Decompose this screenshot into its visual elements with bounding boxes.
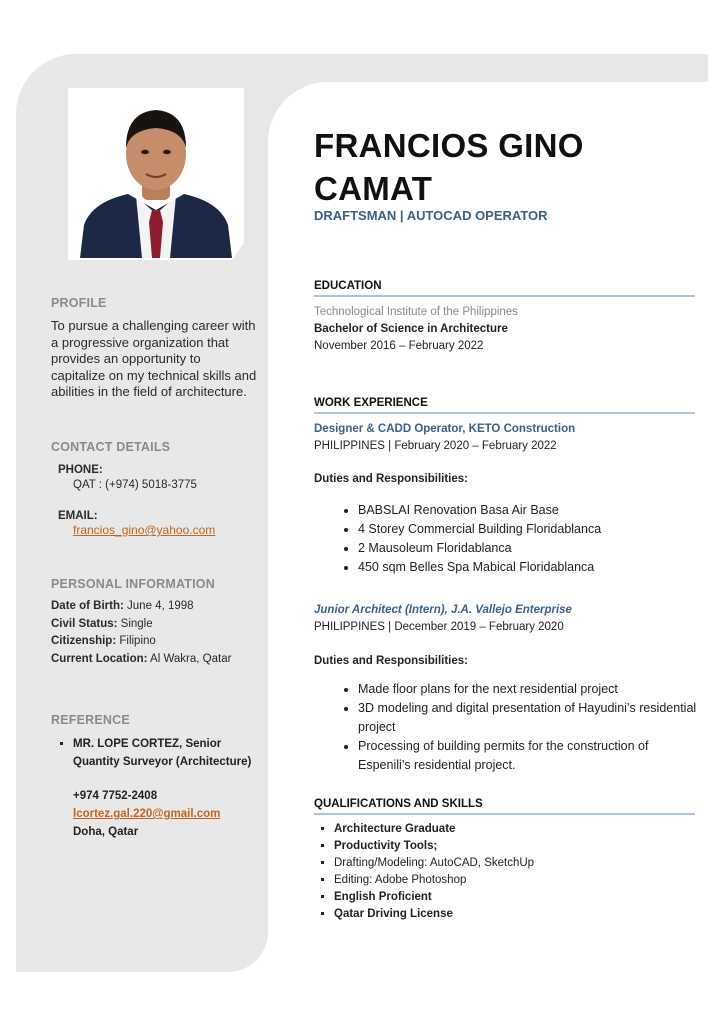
location-row: Current Location: Al Wakra, Qatar [51,652,232,665]
personal-info-list [51,598,231,668]
job-2-meta: PHILIPPINES | December 2019 – February 2020 [314,621,564,633]
reference-phone: +974 7752-2408 [73,790,158,802]
job-2-title: Junior Architect (Intern), J.A. Vallejo Enterprise [314,604,572,616]
profile-heading: PROFILE [51,296,107,310]
job-1-meta: PHILIPPINES | February 2020 – February 2022 [314,440,557,452]
job-2-duties [334,680,698,775]
education-dates: November 2016 – February 2022 [314,340,484,352]
reference-email-link[interactable]: lcortez.gal.220@gmail.com [73,808,221,820]
work-heading: WORK EXPERIENCE [314,397,695,414]
list-item: • Processing of building permits for the construction of Espenili’s residential project. [358,737,698,775]
job-2-duties-label: Duties and Responsibilities: [314,655,468,667]
reference-location: Doha, Qatar [73,826,139,838]
list-item: • Made floor plans for the next residential project [358,680,698,699]
job-1-duties [334,501,698,577]
job-1-title: Designer & CADD Operator, KETO Construction [314,423,576,435]
education-heading: EDUCATION [314,280,695,297]
qualifications-list [312,821,534,923]
list-item: • 3D modeling and digital presentation of Hayudini’s residential project [358,699,698,737]
list-item: ▪ Qatar Driving License [334,906,534,923]
profile-photo [68,88,244,260]
list-item: • BABSLAI Renovation Basa Air Base [358,501,698,520]
list-item: • 450 sqm Belles Spa Mabical Floridablanca [358,558,698,577]
list-item: • 4 Storey Commercial Building Floridablanca [358,520,698,539]
person-name [314,124,694,210]
list-item: ▪ English Proficient [334,889,534,906]
list-item: ▪ Architecture Graduate [334,821,534,838]
citizenship-row: Citizenship: Filipino [51,635,156,647]
job-1-header [314,421,575,455]
reference-heading: REFERENCE [51,713,130,727]
education-block [314,304,518,355]
dob-row: Date of Birth: June 4, 1998 [51,600,194,612]
school-name: Technological Institute of the Philippines [314,306,518,318]
reference-list [51,735,263,841]
degree: Bachelor of Science in Architecture [314,323,508,335]
name-line-1: FRANCIOS GINO [314,127,584,164]
phone-value: QAT : (+974) 5018-3775 [73,479,197,491]
email-link[interactable]: francios_gino@yahoo.com [73,523,216,537]
list-item: ▪ Drafting/Modeling: AutoCAD, SketchUp [334,855,534,872]
name-line-2: CAMAT [314,170,433,207]
list-item: ▪ Productivity Tools; [334,838,534,855]
job-title: DRAFTSMAN | AUTOCAD OPERATOR [314,208,548,223]
personal-heading: PERSONAL INFORMATION [51,577,215,591]
reference-name: ▪ MR. LOPE CORTEZ, Senior Quantity Surveyor (Architecture) [73,738,252,768]
list-item: ▪ Editing: Adobe Photoshop [334,872,534,889]
job-2-header [314,602,572,636]
reference-item [73,735,263,841]
list-item: • 2 Mausoleum Floridablanca [358,539,698,558]
qualifications-heading: QUALIFICATIONS AND SKILLS [314,798,695,815]
civil-status-row: Civil Status: Single [51,617,153,630]
email-label: EMAIL: [58,510,98,522]
profile-text: To pursue a challenging career with a progressive organization that provides an opportunity to capitalize on my technical skills and abilities in the field of architecture. [51,318,257,399]
contact-heading: CONTACT DETAILS [51,440,171,454]
job-1-duties-label: Duties and Responsibilities: [314,473,468,485]
phone-label: PHONE: [58,464,103,476]
